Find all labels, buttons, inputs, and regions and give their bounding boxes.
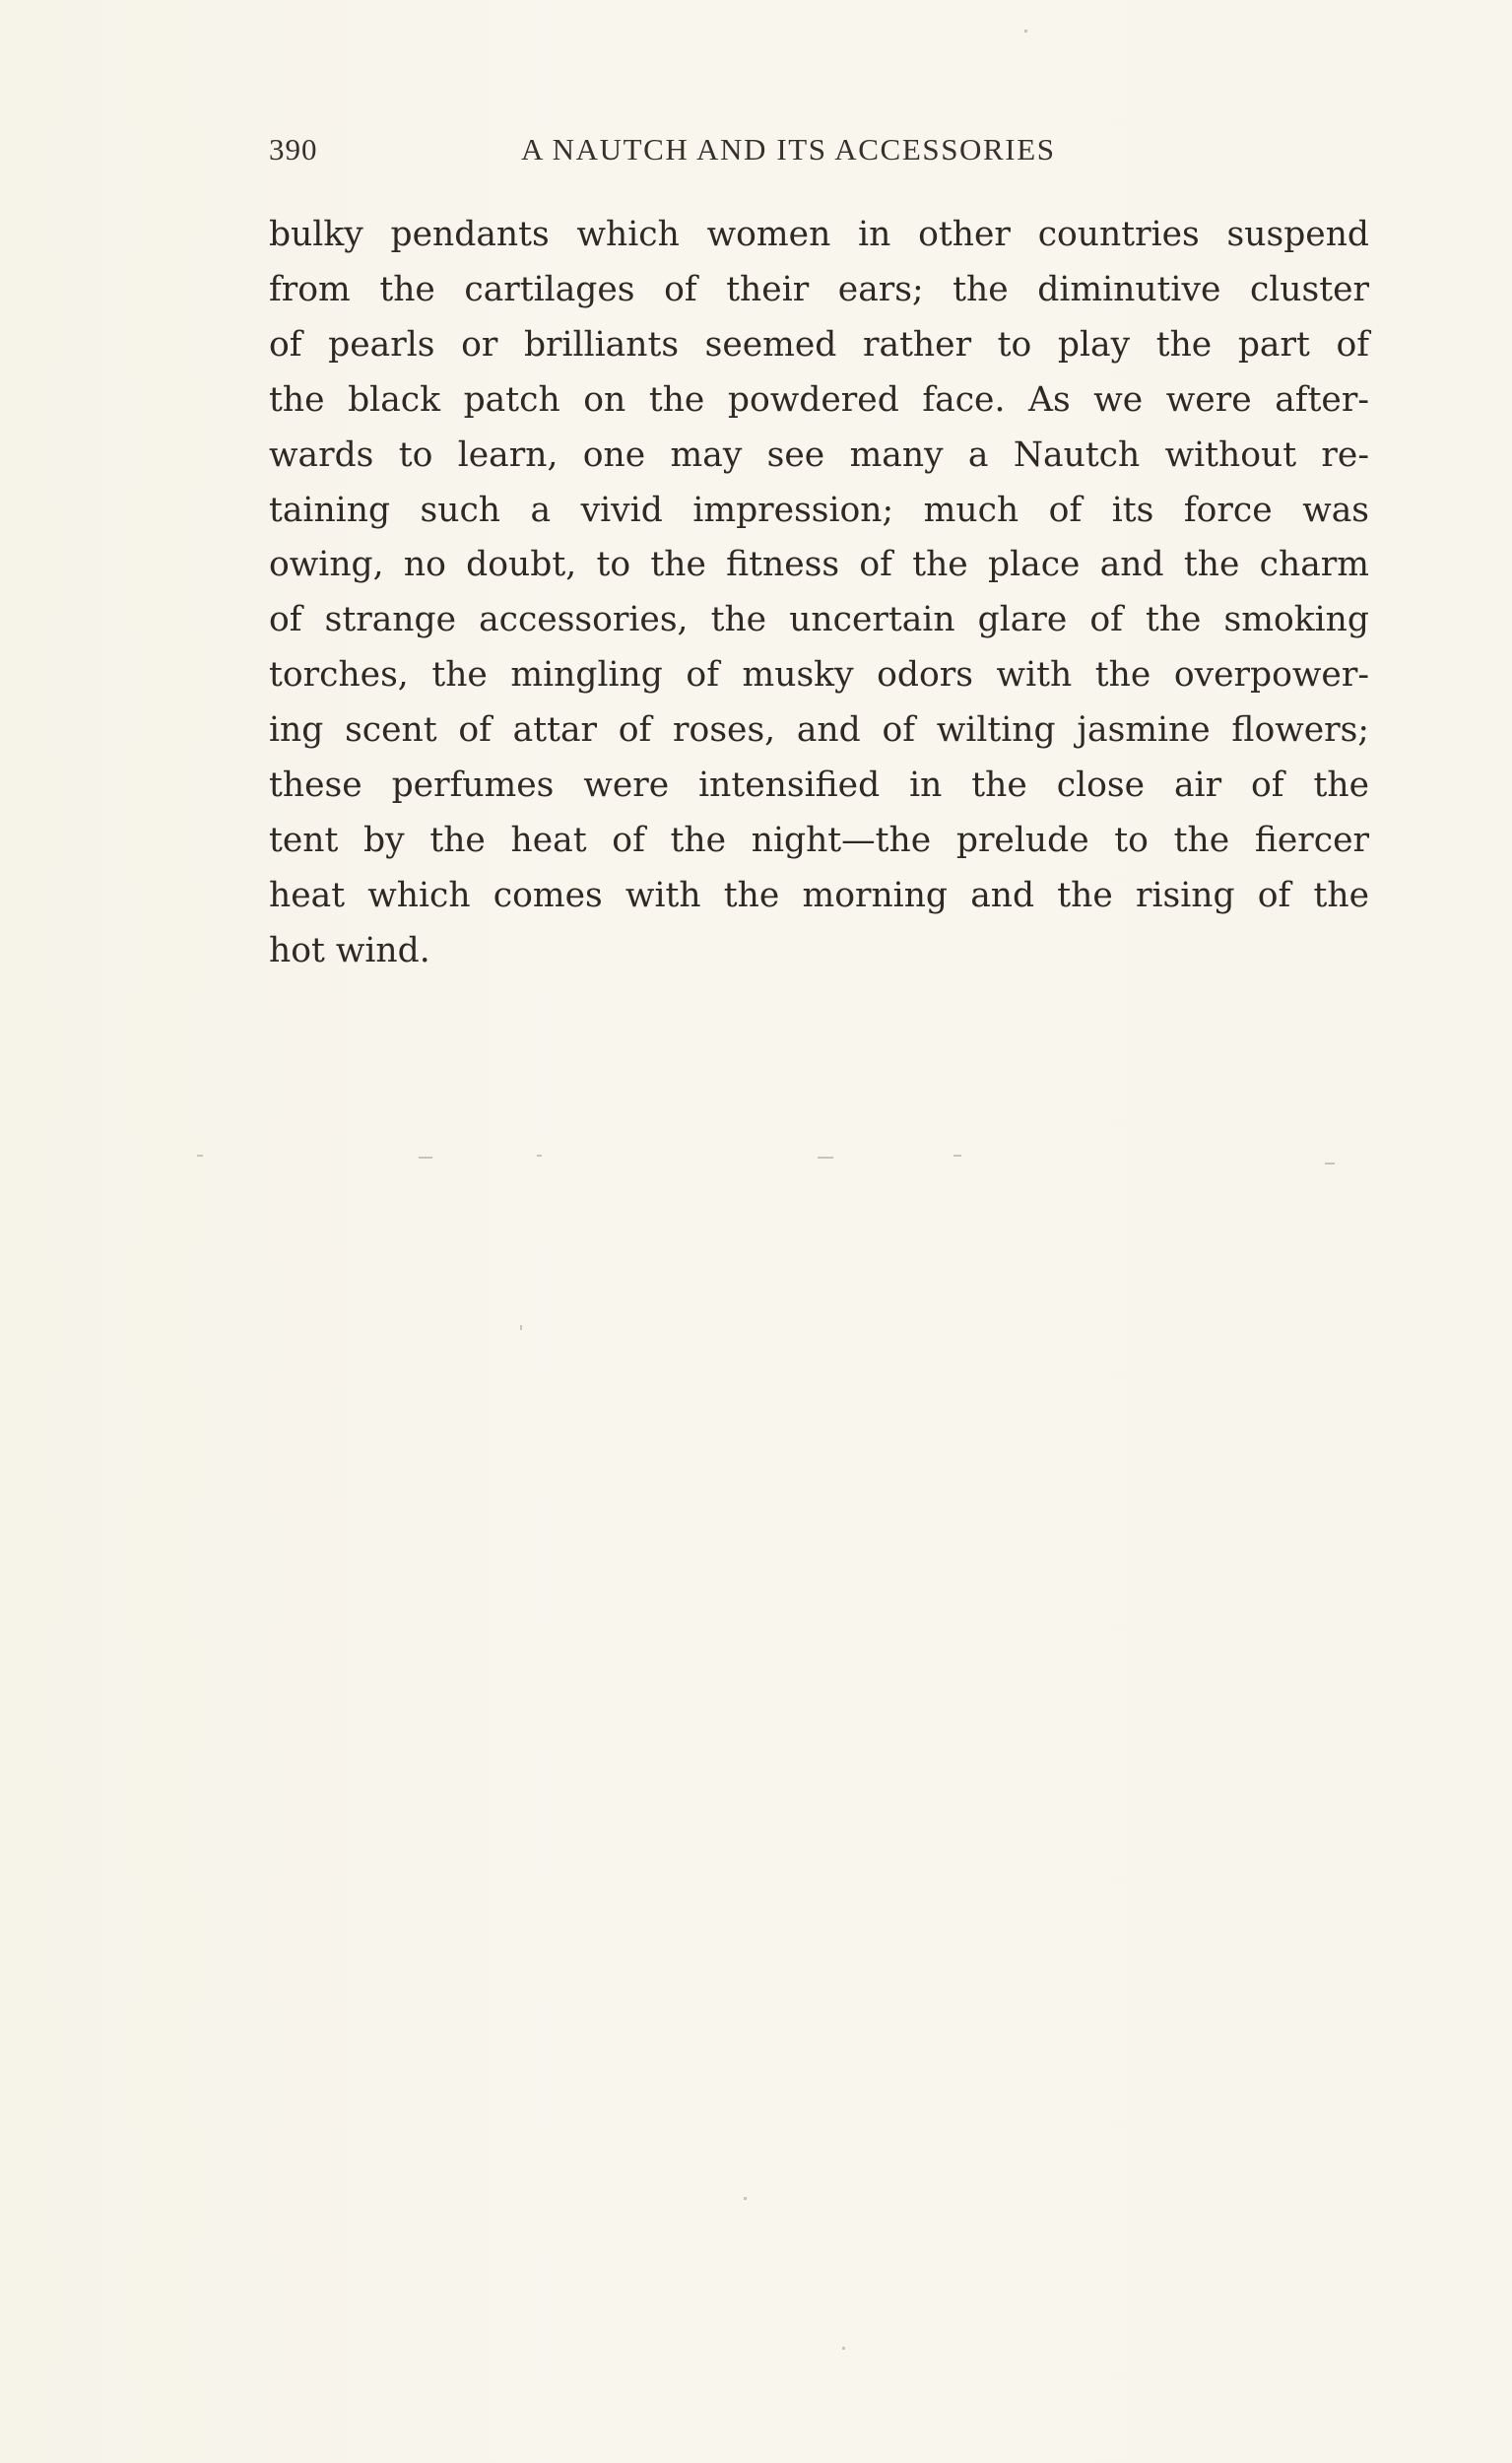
- text-line: the black patch on the powdered face. As we were after-: [269, 379, 1369, 420]
- scan-speck: [197, 1155, 203, 1157]
- text-line: these perfumes were intensified in the close air of the: [269, 766, 1369, 806]
- body-paragraph: [269, 208, 1369, 979]
- text-line: ing scent of attar of roses, and of wilting jasmine flowers;: [269, 710, 1369, 751]
- scan-speck: [1325, 1163, 1335, 1165]
- text-line: wards to learn, one may see many a Nautch without re-: [269, 434, 1369, 475]
- text-line: of strange accessories, the uncertain glare of the smoking: [269, 600, 1369, 640]
- text-line: taining such a vivid impression; much of its force was: [269, 490, 1369, 530]
- text-line: heat which comes with the morning and the rising of the: [269, 875, 1369, 915]
- scan-speck: [537, 1155, 542, 1157]
- scan-speck: [842, 2347, 845, 2350]
- text-line: from the cartilages of their ears; the diminutive cluster: [269, 269, 1369, 309]
- page-number: 390: [269, 132, 318, 166]
- text-line: owing, no doubt, to the fitness of the place and the charm: [269, 545, 1369, 585]
- scan-speck: [953, 1155, 961, 1157]
- text-line: of pearls or brilliants seemed rather to play the part of: [269, 324, 1369, 365]
- running-head: A NAUTCH AND ITS ACCESSORIES: [521, 132, 1056, 166]
- text-line: bulky pendants which women in other countries suspend: [269, 215, 1369, 254]
- scan-speck: [818, 1157, 833, 1159]
- scan-speck: [520, 1325, 522, 1330]
- text-line: tent by the heat of the night—the prelude to the fiercer: [269, 820, 1369, 860]
- text-line: torches, the mingling of musky odors with the overpower-: [269, 655, 1369, 696]
- scan-speck: [1024, 30, 1027, 33]
- scan-speck: [744, 2197, 747, 2200]
- page-header: [269, 132, 1369, 171]
- text-line: hot wind.: [269, 930, 430, 970]
- scan-speck: [419, 1157, 432, 1159]
